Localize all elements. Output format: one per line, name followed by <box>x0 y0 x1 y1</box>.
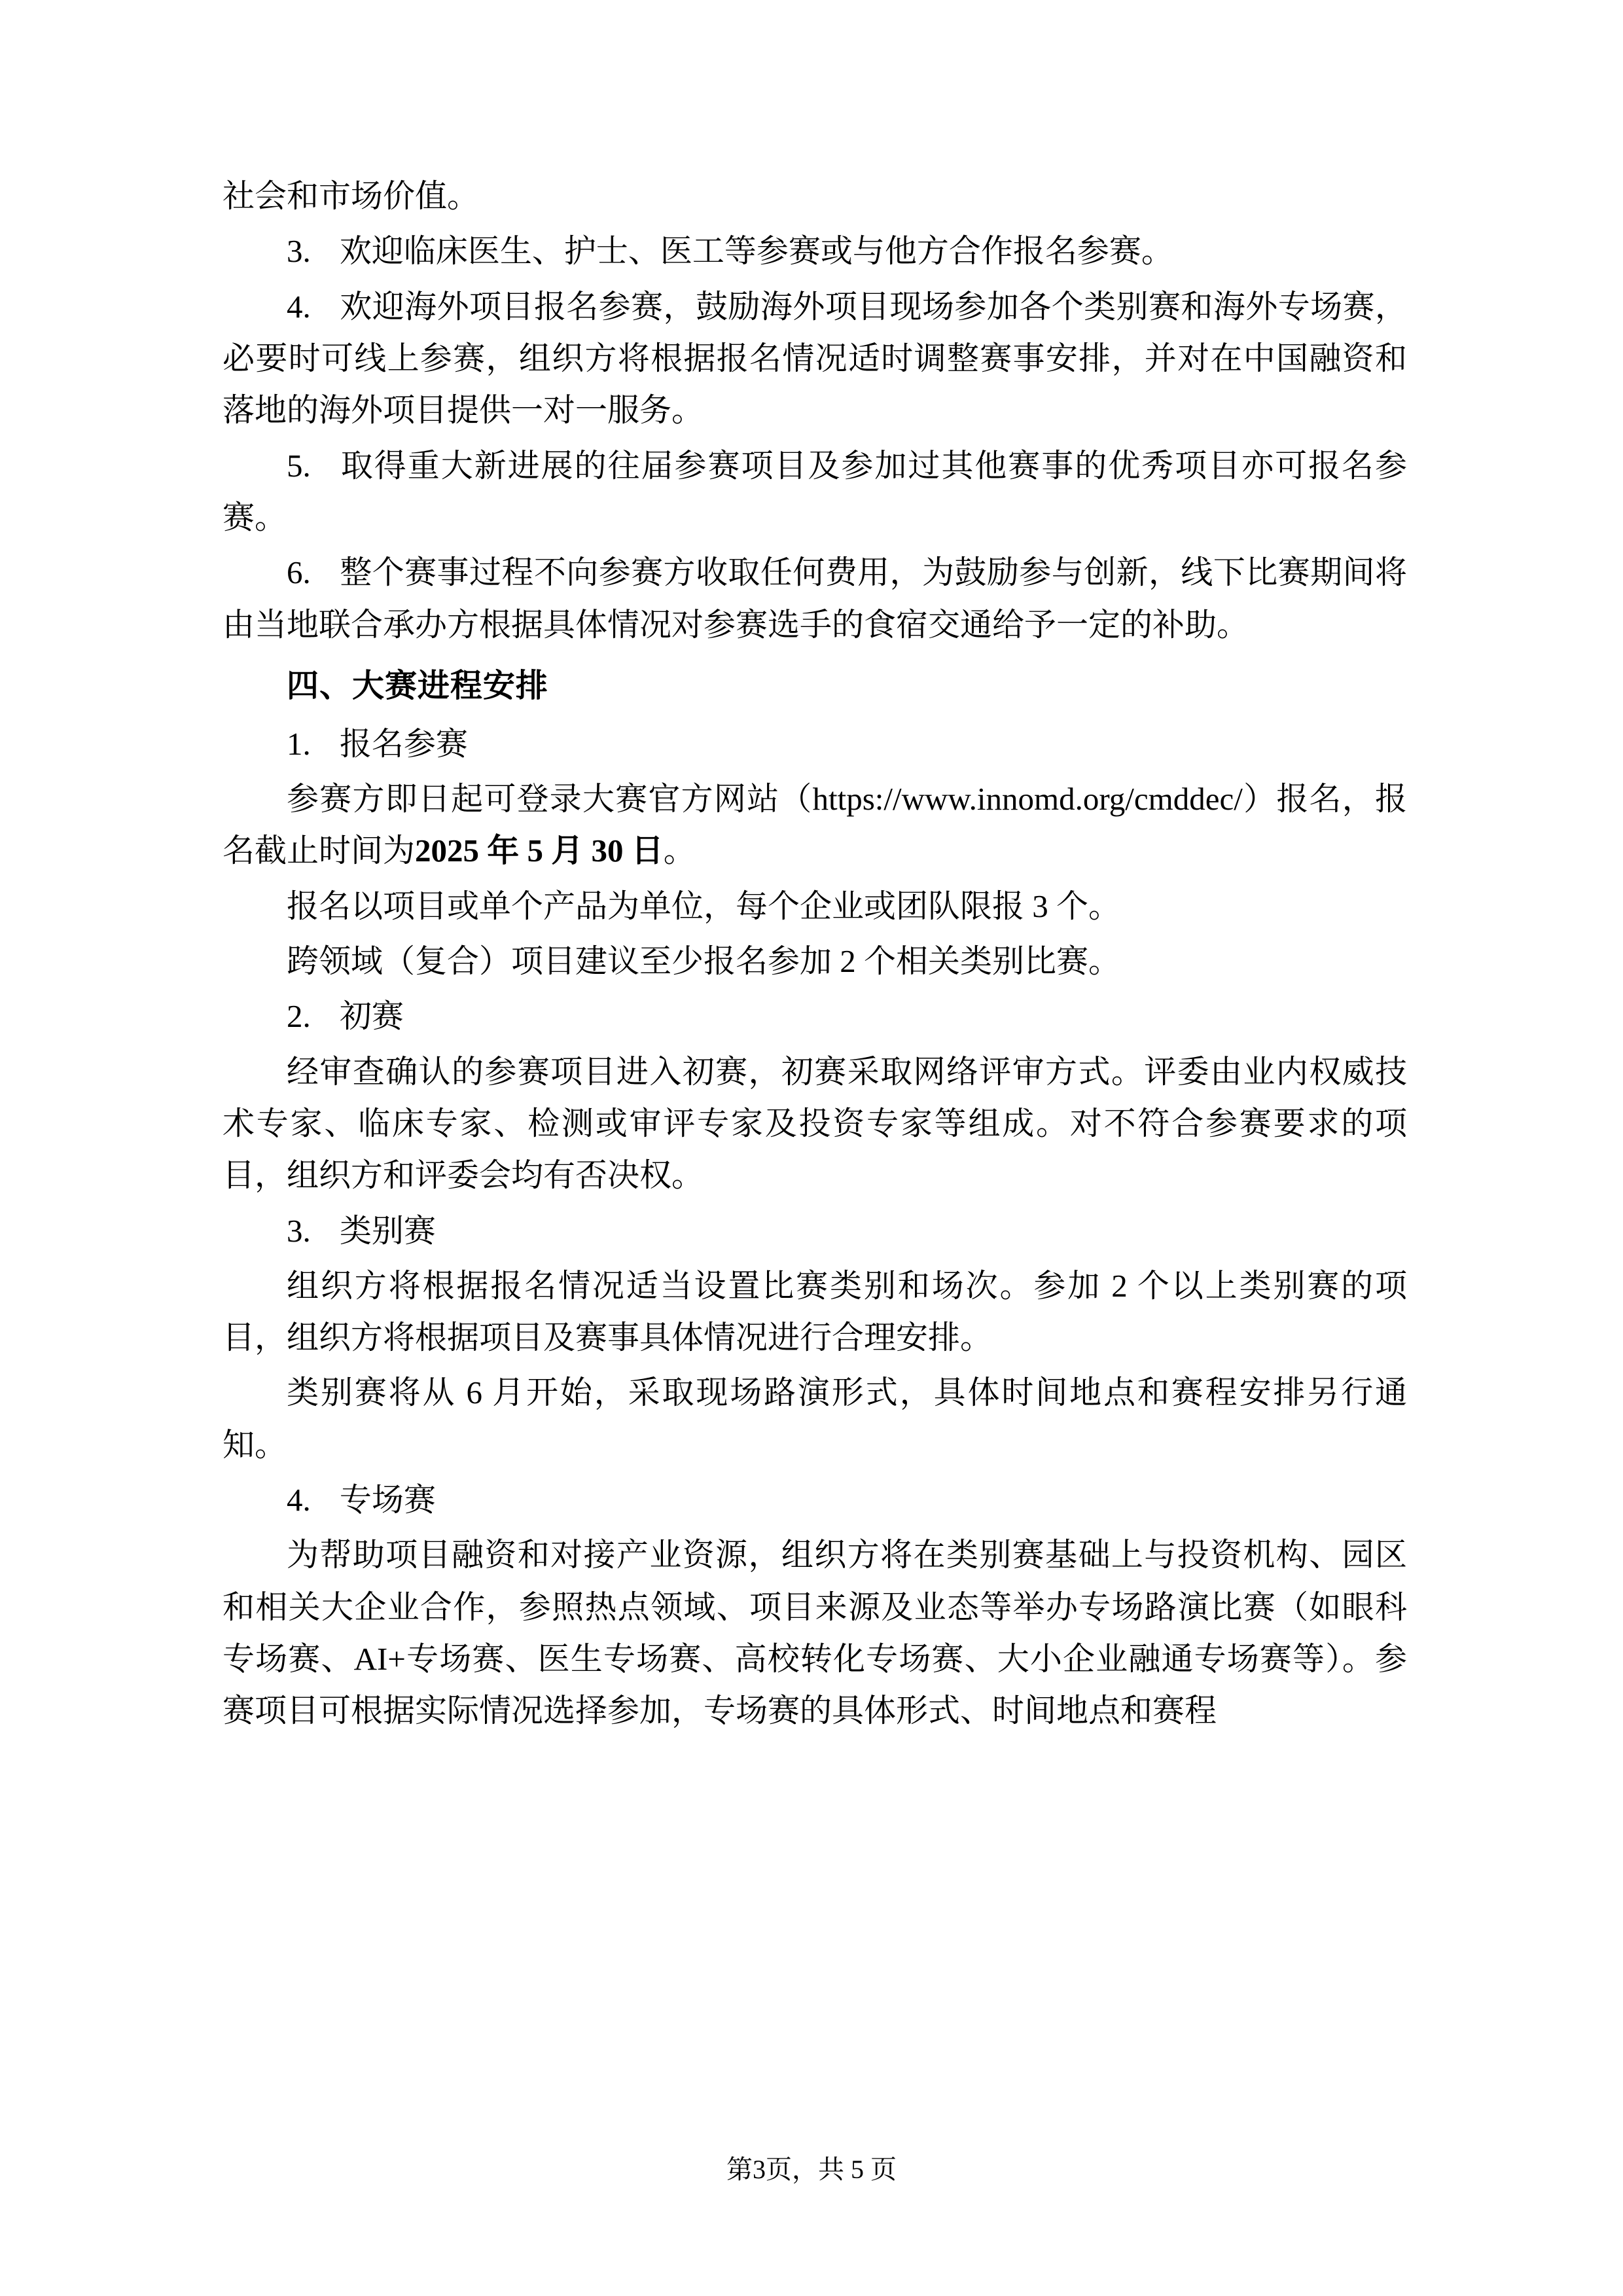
deadline-date: 2025 年 5 月 30 日 <box>415 833 664 869</box>
step-title <box>223 990 1407 1042</box>
continuation-paragraph: 社会和市场价值。 <box>223 178 480 214</box>
document-body <box>223 170 1407 1737</box>
list-item-text: 欢迎临床医生、护士、医工等参赛或与他方合作报名参赛。 <box>339 233 1173 270</box>
step-title-text: 类别赛 <box>339 1212 436 1249</box>
list-item <box>223 225 1407 277</box>
step-paragraph <box>223 773 1407 877</box>
text-run: 。 <box>663 833 696 869</box>
step-number: 3. <box>287 1212 311 1249</box>
list-item <box>223 547 1407 651</box>
step-title <box>223 1205 1407 1257</box>
list-item-number: 6. <box>287 554 311 591</box>
page-footer: 第3页，共 5 页 <box>726 2155 897 2184</box>
list-item-number: 4. <box>287 288 311 325</box>
step-paragraph: 跨领域（复合）项目建议至少报名参加 2 个相关类别比赛。 <box>287 942 1121 979</box>
step-number: 2. <box>287 998 311 1035</box>
step-paragraph: 组织方将根据报名情况适当设置比赛类别和场次。参加 2 个以上类别赛的项目，组织方将根据项目及赛事具体情况进行合理安排。 <box>223 1267 1407 1356</box>
step-number: 4. <box>287 1482 311 1518</box>
step-title <box>223 718 1407 770</box>
step-paragraph: 报名以项目或单个产品为单位，每个企业或团队限报 3 个。 <box>287 888 1121 924</box>
list-item-text: 取得重大新进展的往届参赛项目及参加过其他赛事的优秀项目亦可报名参赛。 <box>223 447 1407 535</box>
registration-url: https://www.innomd.org/cmddec/ <box>812 781 1243 817</box>
step-paragraph: 为帮助项目融资和对接产业资源，组织方将在类别赛基础上与投资机构、园区和相关大企业合作，参照热点领域、项目来源及业态等举办专场路演比赛（如眼科专场赛、AI+专场赛、医生专场赛、高校转化专场赛、大小企业融通专场赛等）。参赛项目可根据实际情况选择参加，专场赛的具体形式、时间地点和赛程 <box>223 1537 1407 1729</box>
list-item <box>223 281 1407 437</box>
list-item-text: 欢迎海外项目报名参赛，鼓励海外项目现场参加各个类别赛和海外专场赛，必要时可线上参赛，组织方将根据报名情况适时调整赛事安排，并对在中国融资和落地的海外项目提供一对一服务。 <box>223 288 1407 429</box>
list-item <box>223 440 1407 544</box>
text-run: 参赛方即日起可登录大赛官方网站（ <box>287 781 813 817</box>
step-title-text: 初赛 <box>339 998 404 1035</box>
step-title-text: 报名参赛 <box>339 725 468 762</box>
list-item-number: 5. <box>287 447 311 484</box>
step-paragraph: 经审查确认的参赛项目进入初赛，初赛采取网络评审方式。评委由业内权威技术专家、临床专家、检测或审评专家及投资专家等组成。对不符合参赛要求的项目，组织方和评委会均有否决权。 <box>223 1053 1407 1194</box>
list-item-number: 3. <box>287 233 311 270</box>
step-paragraph: 类别赛将从 6 月开始，采取现场路演形式，具体时间地点和赛程安排另行通知。 <box>223 1374 1407 1463</box>
list-item-text: 整个赛事过程不向参赛方收取任何费用，为鼓励参与创新，线下比赛期间将由当地联合承办方根据具体情况对参赛选手的食宿交通给予一定的补助。 <box>223 554 1407 643</box>
step-title-text: 专场赛 <box>339 1482 436 1518</box>
step-number: 1. <box>287 725 311 762</box>
step-title <box>223 1474 1407 1526</box>
section-heading: 四、大赛进程安排 <box>287 668 548 704</box>
text-run: ）报名，报名截止时间为 <box>223 781 1407 869</box>
